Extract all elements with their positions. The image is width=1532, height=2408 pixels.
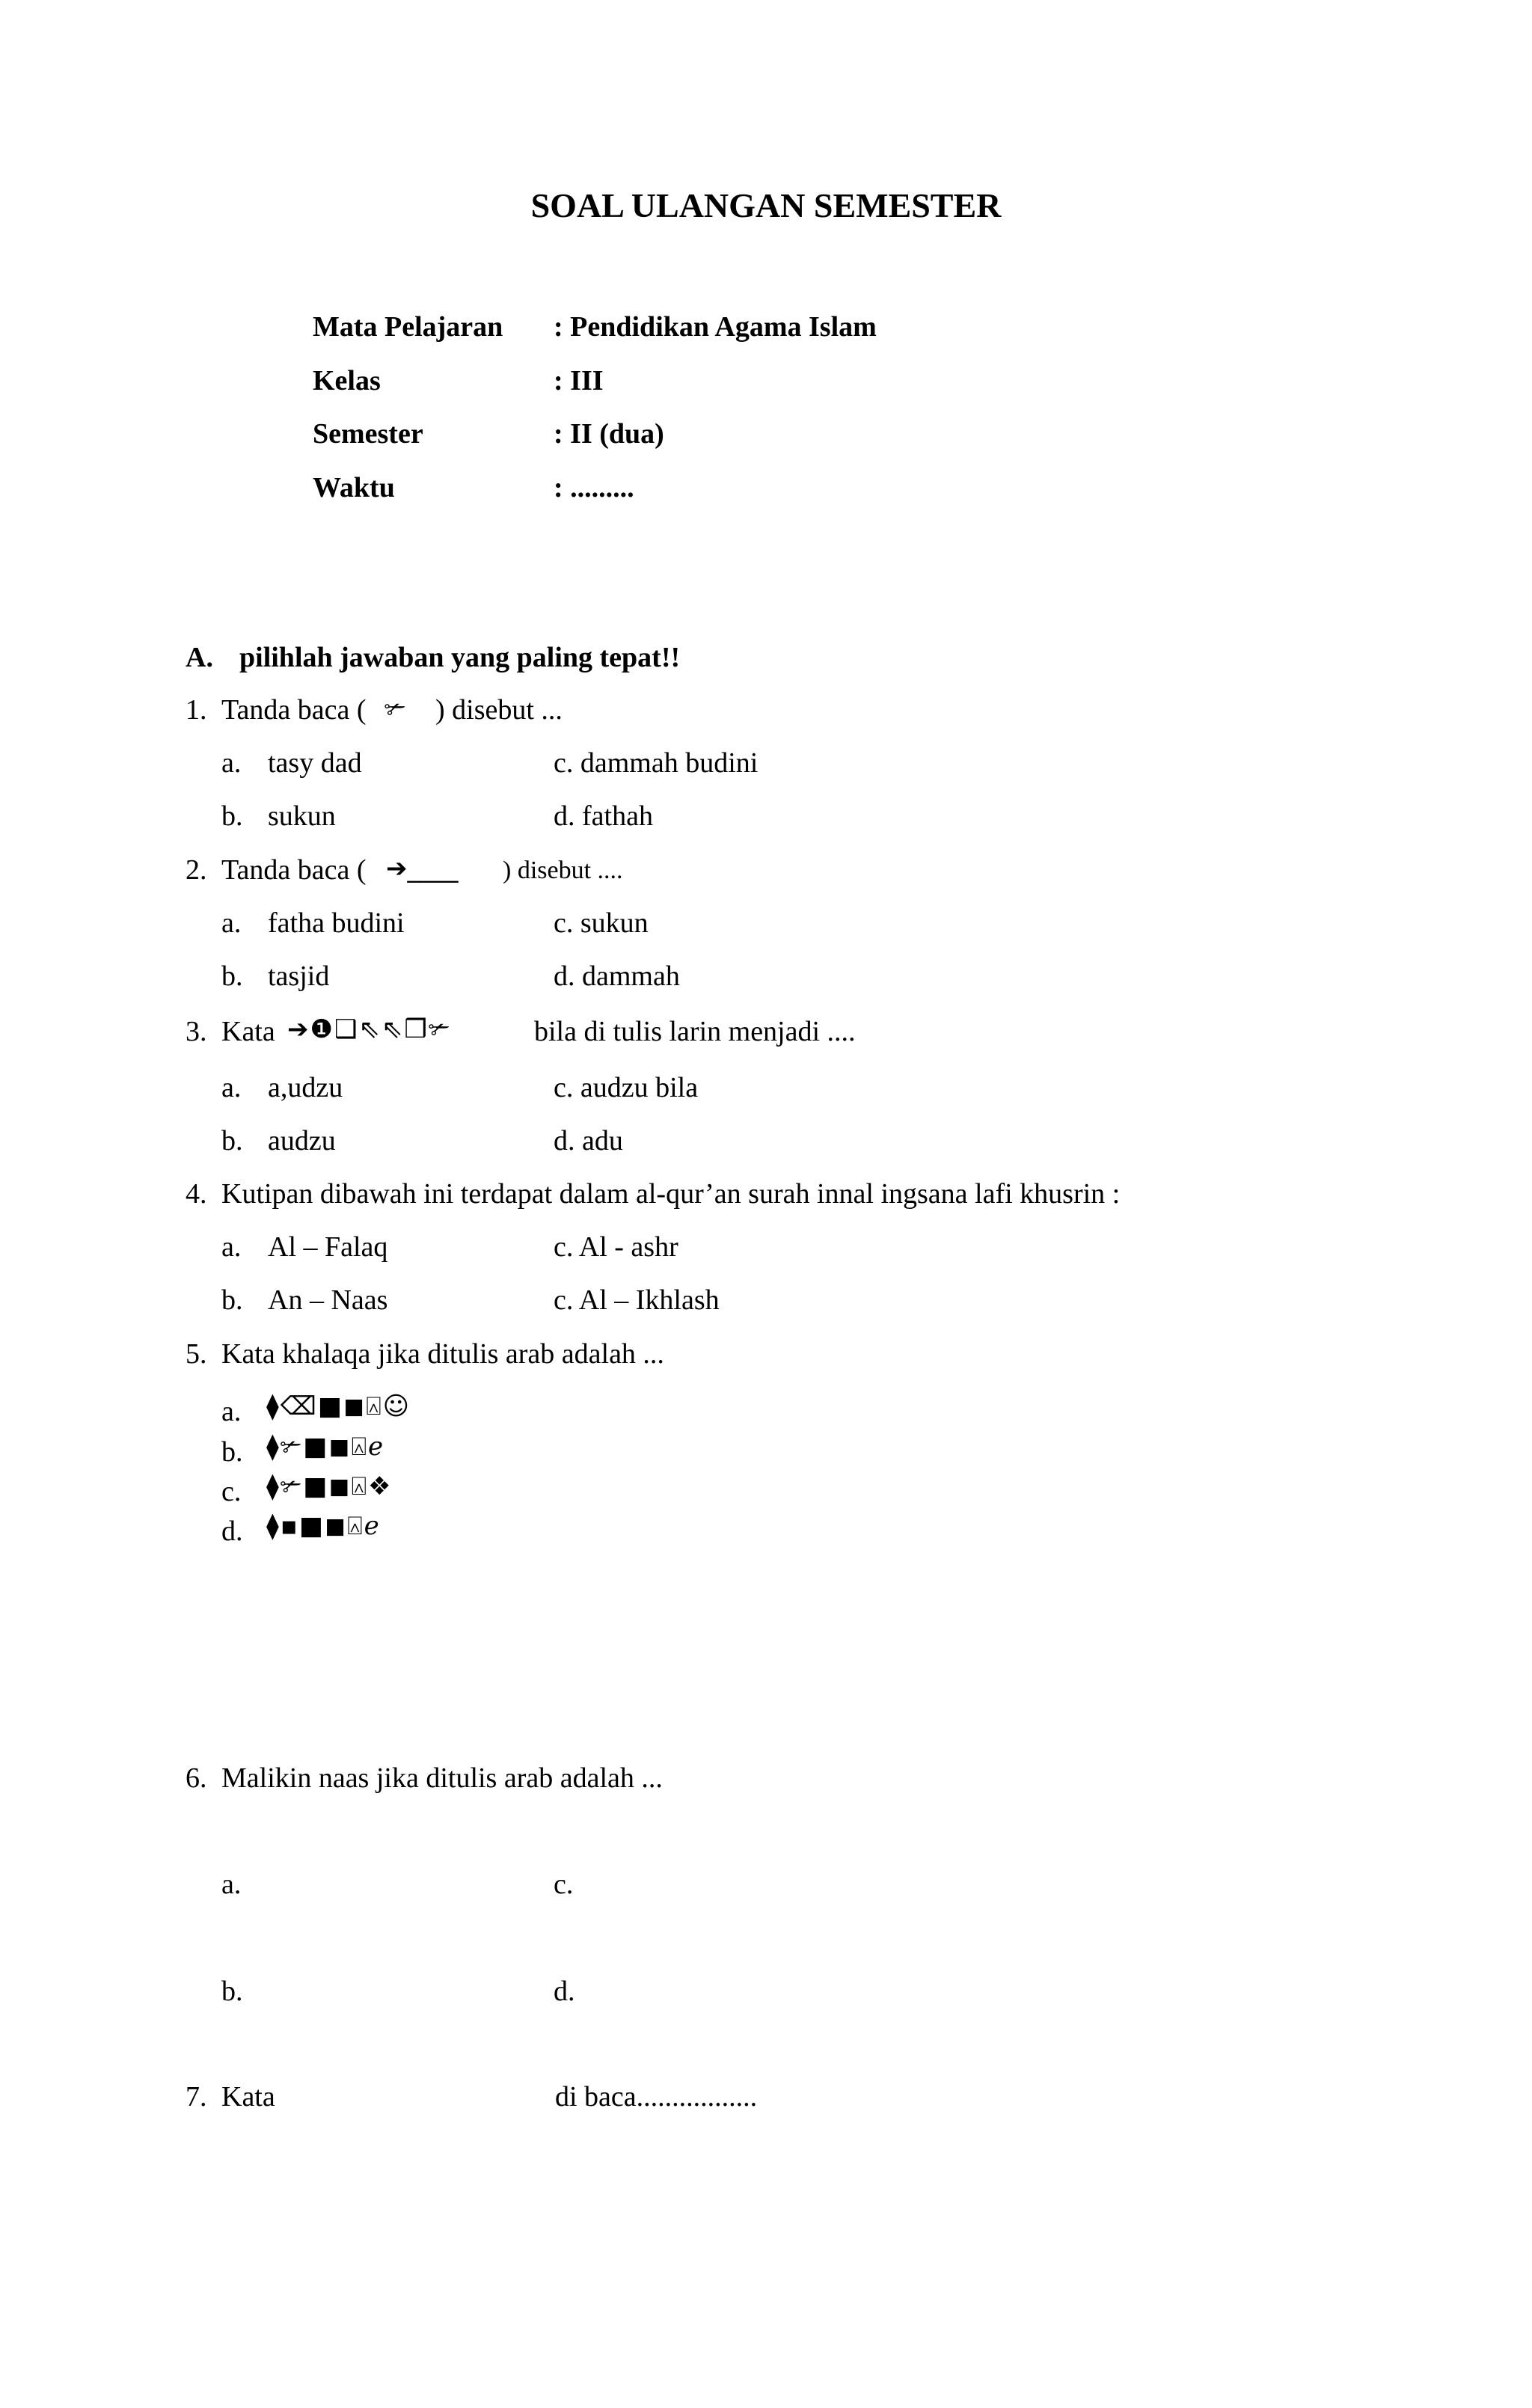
option-a-marker: a. (221, 747, 242, 779)
option-a-marker: a. (221, 1231, 242, 1263)
question-text-after: ) disebut ... (435, 694, 563, 726)
option-d-glyph-icon: ⧫▪■◼⍓ℯ (266, 1511, 381, 1541)
header-value-class: : III (554, 365, 604, 396)
header-value-time: : ......... (554, 472, 634, 503)
option-a-text: Al – Falaq (268, 1231, 388, 1263)
question-number: 1. (186, 694, 207, 726)
option-c-glyph-icon: ⧫✃■◼⍓❖ (266, 1471, 393, 1501)
question-text-after: ) disebut .... (503, 857, 623, 884)
header-label-subject: Mata Pelajaran (313, 311, 503, 343)
option-b-marker: b. (221, 961, 243, 992)
option-b-marker: b. (221, 1125, 243, 1156)
header-value-subject: : Pendidikan Agama Islam (554, 311, 877, 343)
header-label-class: Kelas (313, 365, 381, 396)
question-number: 4. (186, 1178, 207, 1210)
option-b-glyph-icon: ⧫✃■◼⍓ℯ (266, 1432, 385, 1462)
question-text: Malikin naas jika ditulis arab adalah ... (221, 1762, 663, 1794)
option-c-marker: c. (554, 1869, 574, 1900)
question-number: 7. (186, 2081, 207, 2113)
option-c-marker: c. (221, 1476, 242, 1507)
option-a-glyph-icon: ⧫⌫■◼⍓☺ (266, 1391, 411, 1421)
question-number: 2. (186, 854, 207, 886)
section-a-instruction: pilihlah jawaban yang paling tepat!! (239, 642, 681, 673)
option-c-text: c. audzu bila (554, 1072, 699, 1103)
option-c-text: c. Al - ashr (554, 1231, 678, 1263)
option-a-marker: a. (221, 1072, 242, 1103)
question-text-after: di baca................. (555, 2081, 758, 2113)
scissors-icon: ✃ (384, 694, 406, 724)
option-b-marker: b. (221, 1284, 243, 1316)
option-d-marker: d. (554, 1976, 575, 2007)
option-a-text: a,udzu (268, 1072, 343, 1103)
question-number: 5. (186, 1338, 207, 1370)
option-a-marker: a. (221, 1869, 242, 1900)
question-text: Kata khalaqa jika ditulis arab adalah ... (221, 1338, 664, 1370)
header-label-semester: Semester (313, 418, 423, 450)
header-label-time: Waktu (313, 472, 395, 503)
option-b-marker: b. (221, 1436, 243, 1468)
page-title: SOAL ULANGAN SEMESTER (530, 186, 1002, 224)
arrow-icon: ➔____ (386, 854, 459, 883)
option-b-text: sukun (268, 800, 336, 832)
option-a-text: fatha budini (268, 907, 405, 939)
option-a-marker: a. (221, 907, 242, 939)
question-text-before: Tanda baca ( (221, 854, 367, 886)
option-c-text: c. dammah budini (554, 747, 759, 779)
question-text-before: Tanda baca ( (221, 694, 367, 726)
option-d-text: d. fathah (554, 800, 653, 832)
question-text: Kutipan dibawah ini terdapat dalam al-qur’an surah innal ingsana lafi khusrin : (221, 1178, 1121, 1210)
option-d-text: d. adu (554, 1125, 623, 1156)
section-a-marker: A. (186, 642, 213, 673)
option-b-text: audzu (268, 1125, 336, 1156)
wingdings-glyph-icon: ➔❶❑⇖⇖❒✃ (287, 1014, 452, 1044)
question-text: Kata (221, 2081, 275, 2113)
option-d-marker: d. (221, 1516, 243, 1547)
option-a-marker: a. (221, 1396, 242, 1427)
question-text-before: Kata (221, 1016, 275, 1047)
option-c-text: c. sukun (554, 907, 649, 939)
option-a-text: tasy dad (268, 747, 362, 779)
option-b-text: tasjid (268, 961, 330, 992)
option-d-text: c. Al – Ikhlash (554, 1284, 720, 1316)
question-number: 6. (186, 1762, 207, 1794)
option-b-text: An – Naas (268, 1284, 388, 1316)
question-number: 3. (186, 1016, 207, 1047)
option-d-text: d. dammah (554, 961, 680, 992)
option-b-marker: b. (221, 800, 243, 832)
question-text-after: bila di tulis larin menjadi .... (534, 1016, 856, 1047)
option-b-marker: b. (221, 1976, 243, 2007)
header-value-semester: : II (dua) (554, 418, 664, 450)
